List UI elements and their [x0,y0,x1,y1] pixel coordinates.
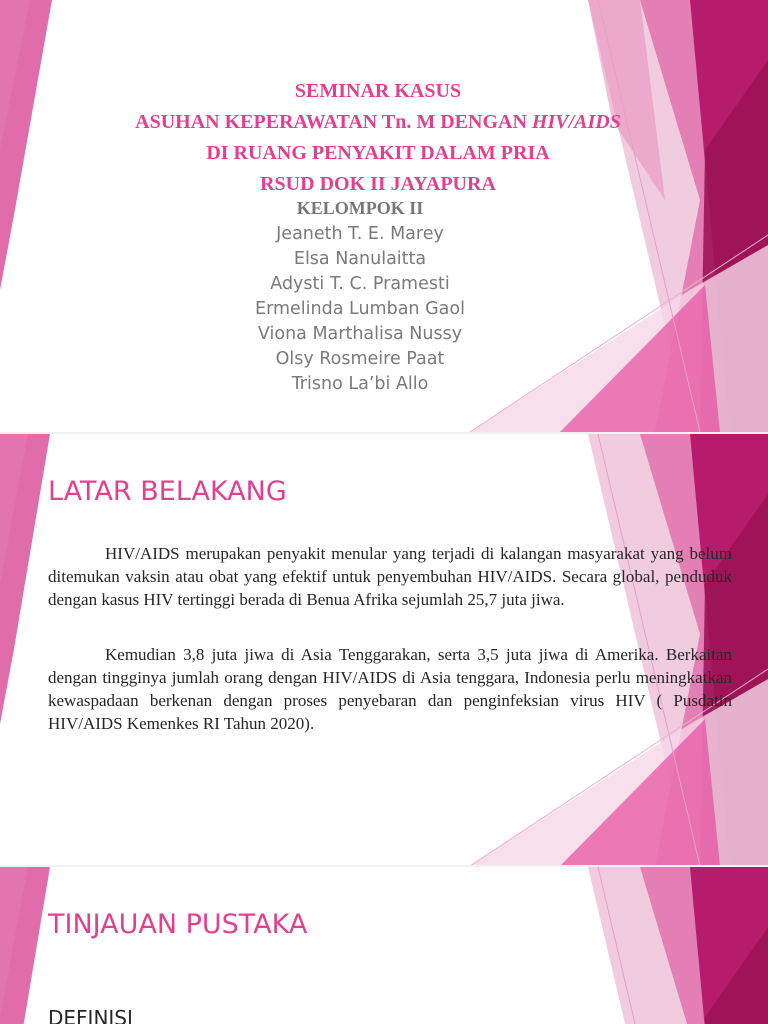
paragraph-text: Kemudian 3,8 juta jiwa di Asia Tenggarakan, serta 3,5 juta jiwa di Amerika. Berkaitan dengan tingginya jumlah orang dengan HIV/AIDS di Asia tenggara, Indonesia perlu meningkatkan kewaspadaan berkenan dengan proses penyebaran dan penginfeksian virus HIV ( Pusdatin HIV/AIDS Kemenkes RI Tahun 2020). [48,645,732,733]
member-name: Jeaneth T. E. Marey [276,224,444,244]
member-list [0,222,720,397]
member-name: Elsa Nanulaitta [293,249,427,269]
title-line-2-text: ASUHAN KEPERAWATAN Tn. M DENGAN [135,111,532,133]
title-line-2-italic: HIV/AIDS [531,111,621,133]
member-name: Viona Marthalisa Nussy [257,324,463,344]
slide-background [0,434,768,865]
paragraph-text: HIV/AIDS merupakan penyakit menular yang terjadi di kalangan masyarakat yang belum ditemukan vaksin atau obat yang efektif untuk penyembuhan HIV/AIDS. Secara global, penduduk dengan kasus HIV tertinggi berada di Benua Afrika sejumlah 25,7 juta jiwa. [48,544,732,609]
title-line-1: SEMINAR KASUS [294,80,462,102]
section-heading: LATAR BELAKANG [48,476,287,507]
subsection-heading: DEFINISI [48,1006,133,1024]
member-name: Ermelinda Lumban Gaol [255,299,465,319]
slide-title-heading [0,76,756,200]
section-heading: TINJAUAN PUSTAKA [48,909,308,940]
slide-decoration [0,867,768,1024]
member-name: Trisno La’bi Allo [291,374,429,394]
member-name: Adysti T. C. Pramesti [270,274,450,294]
title-line-4: RSUD DOK II JAYAPURA [260,173,496,195]
slide-background [0,867,768,1024]
body-paragraph [48,643,732,735]
member-name: Olsy Rosmeire Paat [275,349,445,369]
title-line-3: DI RUANG PENYAKIT DALAM PRIA [206,142,550,164]
group-label: KELOMPOK II [296,198,424,218]
title-line-2 [0,107,756,138]
body-paragraph [48,542,732,611]
slide-title [0,0,768,432]
